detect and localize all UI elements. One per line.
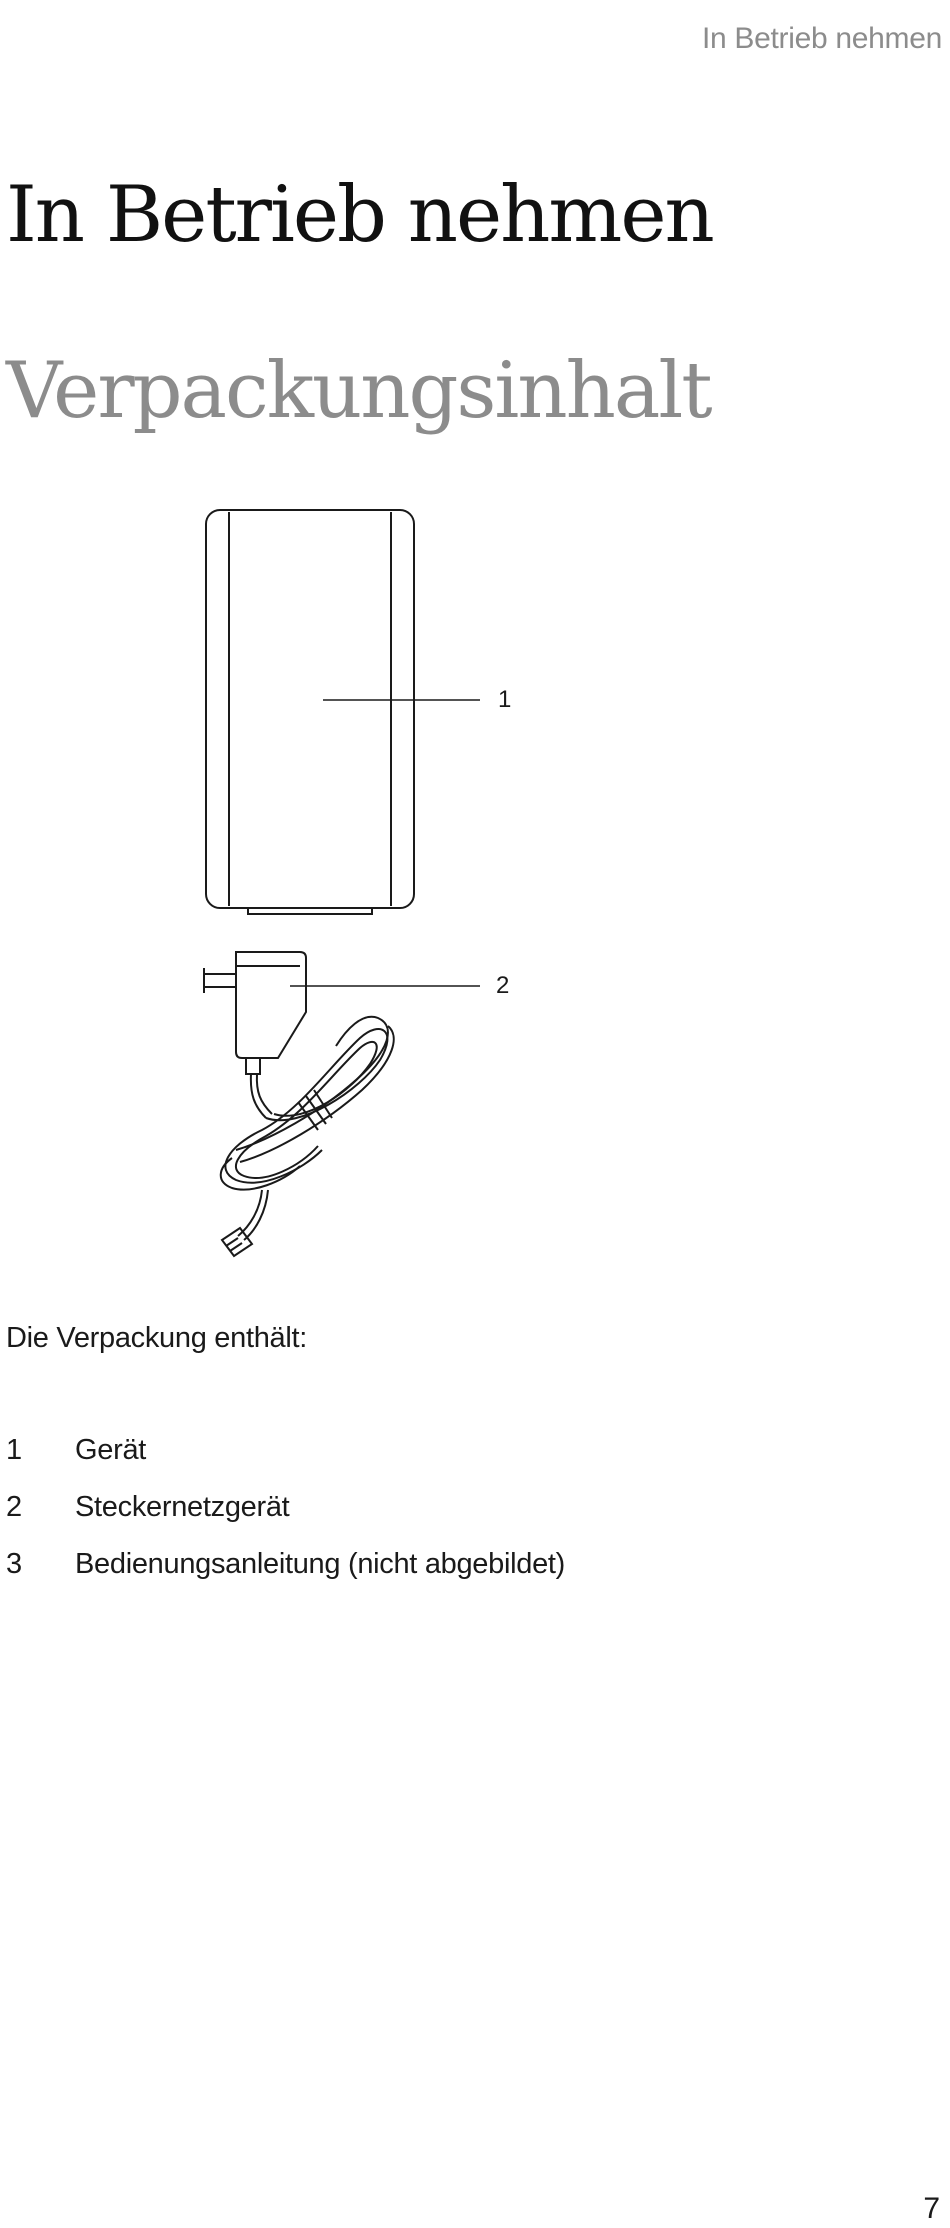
list-item	[6, 1548, 565, 1605]
list-item	[6, 1491, 565, 1548]
list-item-number: 3	[6, 1548, 22, 1580]
power-adapter-illustration	[204, 952, 394, 1256]
list-item-label: Steckernetzgerät	[75, 1491, 290, 1523]
list-item-number: 2	[6, 1491, 22, 1523]
callout-label-1: 1	[498, 686, 512, 713]
list-item-label: Gerät	[75, 1434, 147, 1466]
list-item	[6, 1434, 565, 1491]
device-illustration	[206, 510, 414, 914]
package-contents-illustration	[0, 490, 600, 1270]
contents-list	[6, 1434, 565, 1605]
callout-label-2: 2	[496, 972, 510, 999]
page-number: 7	[923, 2192, 940, 2225]
list-item-number: 1	[6, 1434, 22, 1466]
section-title: Verpackungsinhalt	[6, 346, 711, 436]
page-title: In Betrieb nehmen	[6, 170, 713, 260]
running-header: In Betrieb nehmen	[701, 22, 942, 55]
intro-text: Die Verpackung enthält:	[6, 1322, 308, 1354]
list-item-label: Bedienungsanleitung (nicht abgebildet)	[75, 1548, 566, 1580]
